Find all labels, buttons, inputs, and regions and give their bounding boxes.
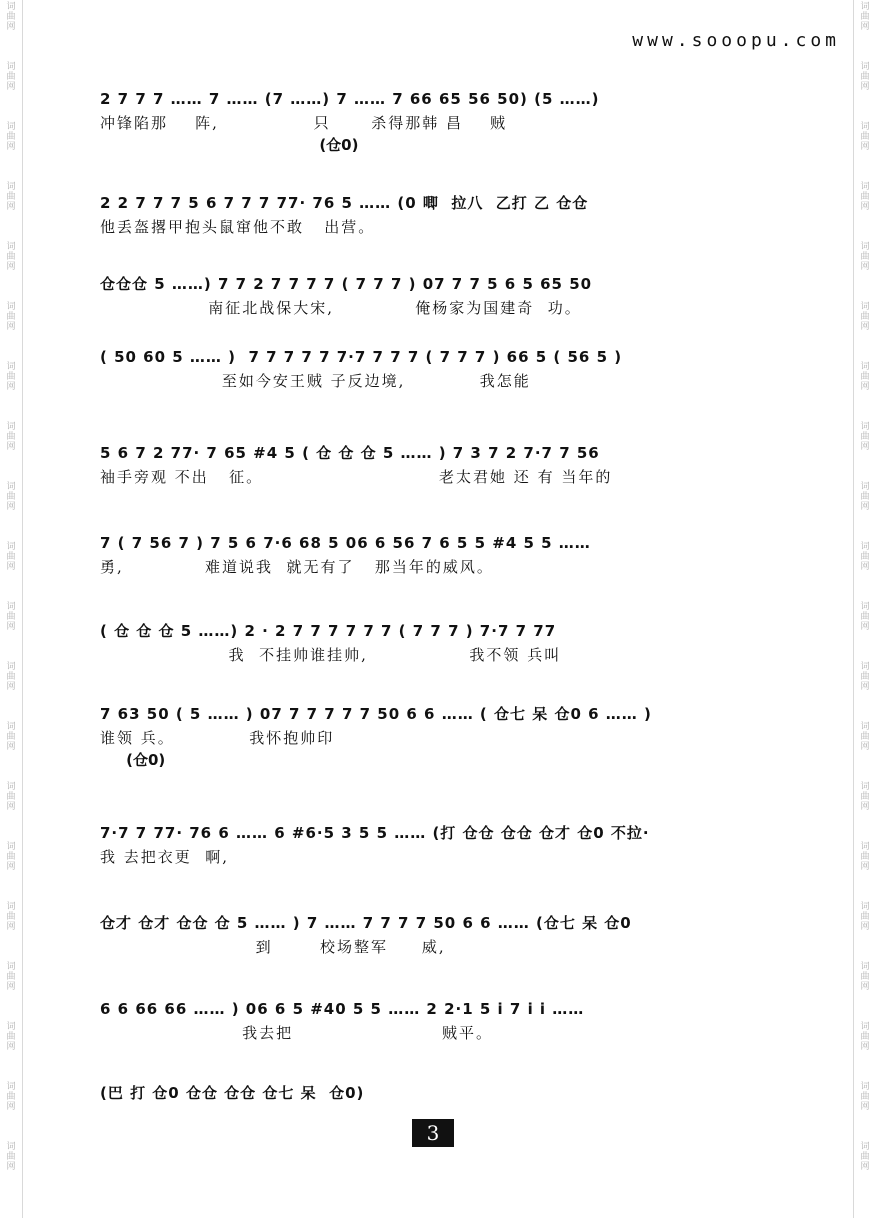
score-line-4 [100,344,790,392]
score-line-7 [100,618,790,666]
left-watermark-strip [0,0,23,1218]
side-watermark-mark: 词 曲 网 [6,662,16,692]
side-watermark-mark: 词 曲 网 [860,302,870,332]
side-watermark-mark: 词 曲 网 [6,2,16,32]
lyrics-row: 南征北战保大宋, 俺杨家为国建奇 功。 [100,299,582,317]
lyrics-row: 袖手旁观 不出 征。 老太君她 还 有 当年的 [100,468,613,486]
notation-row: ( 50 60 5 …… ) 7 7 7 7 7 7·7 7 7 7 ( 7 7 7 ) 66 5 ( 56 5 ) [100,348,623,366]
side-watermark-mark: 词 曲 网 [860,242,870,272]
side-watermark-mark: 词 曲 网 [860,782,870,812]
lyrics-row: 勇, 难道说我 就无有了 那当年的威风。 [100,558,494,576]
side-watermark-mark: 词 曲 网 [6,242,16,272]
page-number: 3 [412,1119,454,1147]
side-watermark-mark: 词 曲 网 [6,602,16,632]
side-watermark-mark: 词 曲 网 [6,962,16,992]
side-watermark-mark: 词 曲 网 [6,182,16,212]
side-watermark-mark: 词 曲 网 [6,62,16,92]
score-line-11 [100,996,790,1044]
side-watermark-mark: 词 曲 网 [6,1082,16,1112]
side-watermark-mark: 词 曲 网 [860,602,870,632]
lyrics-row: 至如今安王贼 子反边境, 我怎能 [100,372,531,390]
side-watermark-mark: 词 曲 网 [860,182,870,212]
notation-row: 6 6 66 66 …… ) 06 6 5 #40 5 5 …… 2 2·1 5 i 7 i i …… [100,1000,585,1018]
notation-row: 仓才 仓才 仓仓 仓 5 …… ) 7 …… 7 7 7 7 50 6 6 …… (仓七 呆 仓0 [100,914,632,932]
lyrics-row: 到 校场整军 威, [100,938,446,956]
side-watermark-mark: 词 曲 网 [6,362,16,392]
score-line-2 [100,190,790,238]
notation-row: 仓仓仓 5 ……) 7 7 2 7 7 7 7 ( 7 7 7 ) 07 7 7 5 6 5 65 50 [100,275,593,293]
side-watermark-mark: 词 曲 网 [6,722,16,752]
side-watermark-mark: 词 曲 网 [860,122,870,152]
side-watermark-mark: 词 曲 网 [860,482,870,512]
right-watermark-strip [853,0,876,1218]
side-watermark-mark: 词 曲 网 [860,842,870,872]
side-watermark-mark: 词 曲 网 [6,1022,16,1052]
notation-row: 2 7 7 7 …… 7 …… (7 ……) 7 …… 7 66 65 56 50) (5 ……) [100,90,600,108]
score-line-3 [100,271,790,319]
lyrics-row: 我 去把衣更 啊, [100,848,230,866]
notation-row: (巴 打 仓0 仓仓 仓仓 仓七 呆 仓0) [100,1084,365,1102]
percussion-row: (仓0) [100,751,166,769]
percussion-row: (仓0) [100,136,359,154]
side-watermark-mark: 词 曲 网 [860,962,870,992]
notation-row: ( 仓 仓 仓 5 ……) 2 · 2 7 7 7 7 7 7 ( 7 7 7 ) 7·7 7 77 [100,622,557,640]
lyrics-row: 谁领 兵。 我怀抱帅印 [100,729,335,747]
lyrics-row: 他丢盔撂甲抱头鼠窜他不敢 出营。 [100,218,376,236]
score-line-6 [100,530,790,578]
side-watermark-mark: 词 曲 网 [860,1082,870,1112]
side-watermark-mark: 词 曲 网 [860,1022,870,1052]
lyrics-row: 我去把 贼平。 [100,1024,494,1042]
score-line-12 [100,1080,790,1106]
side-watermark-mark: 词 曲 网 [860,62,870,92]
site-url: www.sooopu.com [632,30,840,51]
side-watermark-mark: 词 曲 网 [6,302,16,332]
side-watermark-mark: 词 曲 网 [860,422,870,452]
side-watermark-mark: 词 曲 网 [6,122,16,152]
notation-row: 7 63 50 ( 5 …… ) 07 7 7 7 7 7 50 6 6 …… ( 仓七 呆 仓0 6 …… ) [100,705,652,723]
score-line-10 [100,910,790,958]
side-watermark-mark: 词 曲 网 [6,782,16,812]
side-watermark-mark: 词 曲 网 [860,1142,870,1172]
side-watermark-mark: 词 曲 网 [860,2,870,32]
side-watermark-mark: 词 曲 网 [6,482,16,512]
notation-row: 7 ( 7 56 7 ) 7 5 6 7·6 68 5 06 6 56 7 6 5 5 #4 5 5 …… [100,534,591,552]
side-watermark-mark: 词 曲 网 [860,542,870,572]
score-line-1 [100,86,790,156]
side-watermark-mark: 词 曲 网 [860,722,870,752]
notation-row: 7·7 7 77· 76 6 …… 6 #6·5 3 5 5 …… (打 仓仓 仓仓 仓才 仓0 不拉· [100,824,650,842]
score-line-5 [100,440,790,488]
side-watermark-mark: 词 曲 网 [6,422,16,452]
side-watermark-mark: 词 曲 网 [6,842,16,872]
side-watermark-mark: 词 曲 网 [6,1142,16,1172]
notation-row: 2 2 7 7 7 5 6 7 7 7 77· 76 5 …… (0 唧 拉八 乙打 乙 仓仓 [100,194,589,212]
side-watermark-mark: 词 曲 网 [860,662,870,692]
side-watermark-mark: 词 曲 网 [860,362,870,392]
score-line-8 [100,701,790,771]
lyrics-row: 冲锋陷那 阵, 只 杀得那韩 昌 贼 [100,114,508,132]
score-line-9 [100,820,790,868]
side-watermark-mark: 词 曲 网 [6,542,16,572]
lyrics-row: 我 不挂帅谁挂帅, 我不领 兵叫 [100,646,562,664]
notation-row: 5 6 7 2 77· 7 65 #4 5 ( 仓 仓 仓 5 …… ) 7 3 7 2 7·7 7 56 [100,444,600,462]
side-watermark-mark: 词 曲 网 [6,902,16,932]
side-watermark-mark: 词 曲 网 [860,902,870,932]
